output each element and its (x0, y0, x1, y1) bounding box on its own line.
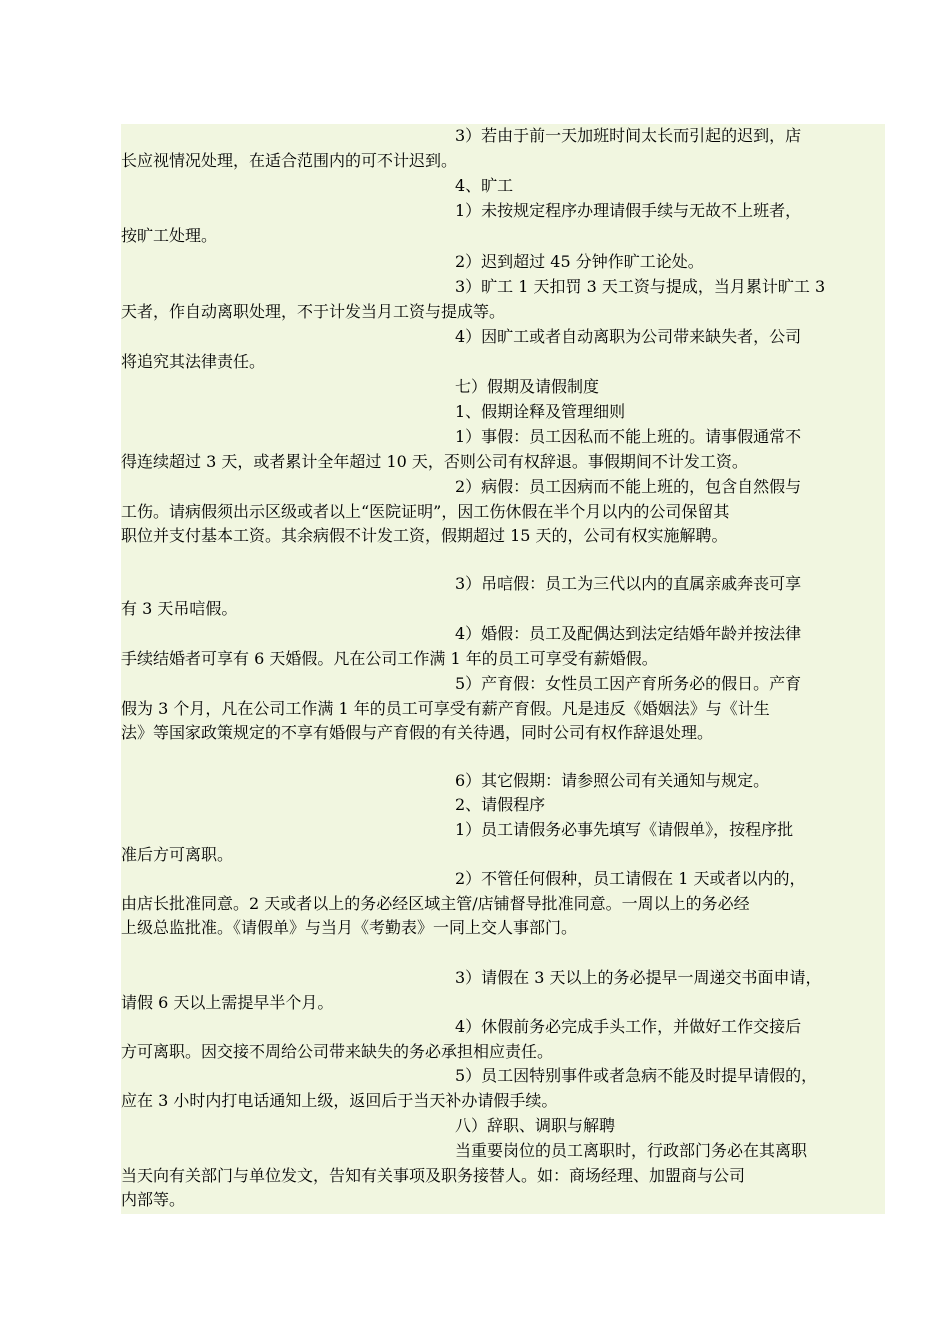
paragraph-procedure-5: 5）员工因特别事件或者急病不能及时提早请假的， 应在 3 小时内打电话通知上级，返回后于当天补办请假手续。 (121, 1066, 818, 1110)
paragraph-bereavement-leave: 3）吊唁假：员工为三代以内的直属亲戚奔丧可享 有 3 天吊唁假。 (121, 574, 802, 618)
paragraph-marriage-leave: 4）婚假：员工及配偶达到法定结婚年龄并按法律 手续结婚者可享有 6 天婚假。凡在公司工作满 1 年的员工可享受有薪婚假。 (121, 624, 802, 668)
paragraph-absent-rule-4: 4）因旷工或者自动离职为公司带来缺失者，公司 将追究其法律责任。 (121, 327, 802, 371)
heading-leave-procedure: 2、请假程序 (455, 795, 546, 814)
paragraph-personal-leave: 1）事假：员工因私而不能上班的。请事假通常不 得连续超过 3 天，或者累计全年超过 10 天，否则公司有权辞退。事假期间不计发工资。 (121, 427, 802, 471)
heading-leave-rules: 1、假期诠释及管理细则 (455, 402, 626, 421)
paragraph-procedure-4: 4）休假前务必完成手头工作，并做好工作交接后 方可离职。因交接不周给公司带来缺失的务必承担相应责任。 (121, 1017, 802, 1061)
paragraph-maternity-leave: 5）产育假：女性员工因产育所务必的假日。产育 假为 3 个月，凡在公司工作满 1 年的员工可享受有薪产育假。凡是违反《婚姻法》与《计生 法》等国家政策规定的不享有婚假与产育假的有关待遇，同时公司有权作辞退处理。 (121, 674, 802, 742)
paragraph-late-overtime: 3）若由于前一天加班时间太长而引起的迟到，店 长应视情况处理，在适合范围内的可不计迟到。 (121, 126, 802, 170)
paragraph-procedure-1: 1）员工请假务必事先填写《请假单》，按程序批 准后方可离职。 (121, 820, 794, 864)
heading-absenteeism: 4、旷工 (455, 176, 514, 195)
paragraph-procedure-2: 2）不管任何假种，员工请假在 1 天或者以内的， 由店长批准同意。2 天或者以上的务必经区域主管/店铺督导批准同意。一周以上的务必经 上级总监批准。《请假单》与当月《考勤表》一同上交人事部门。 (121, 869, 806, 937)
paragraph-absent-rule-3: 3）旷工 1 天扣罚 3 天工资与提成，当月累计旷工 3 天者，作自动离职处理，不于计发当月工资与提成等。 (121, 277, 826, 321)
heading-resignation: 八）辞职、调职与解聘 (455, 1116, 616, 1135)
document-page (121, 124, 885, 1214)
paragraph-other-leave: 6）其它假期：请参照公司有关通知与规定。 (455, 771, 770, 790)
paragraph-resignation: 当重要岗位的员工离职时，行政部门务必在其离职 当天向有关部门与单位发文，告知有关事项及职务接替人。如：商场经理、加盟商与公司 内部等。 (121, 1141, 808, 1209)
paragraph-sick-leave: 2）病假：员工因病而不能上班的，包含自然假与 工伤。请病假须出示区级或者以上“医院证明”，因工伤休假在半个月以内的公司保留其 职位并支付基本工资。其余病假不计发工资，假期超过 15 天的，公司有权实施解聘。 (121, 477, 802, 545)
heading-leave-system: 七）假期及请假制度 (455, 377, 600, 396)
paragraph-absent-rule-2: 2）迟到超过 45 分钟作旷工论处。 (455, 252, 704, 271)
paragraph-procedure-3: 3）请假在 3 天以上的务必提早一周递交书面申请， 请假 6 天以上需提早半个月。 (121, 968, 822, 1012)
paragraph-absent-rule-1: 1）未按规定程序办理请假手续与无故不上班者， 按旷工处理。 (121, 201, 802, 245)
